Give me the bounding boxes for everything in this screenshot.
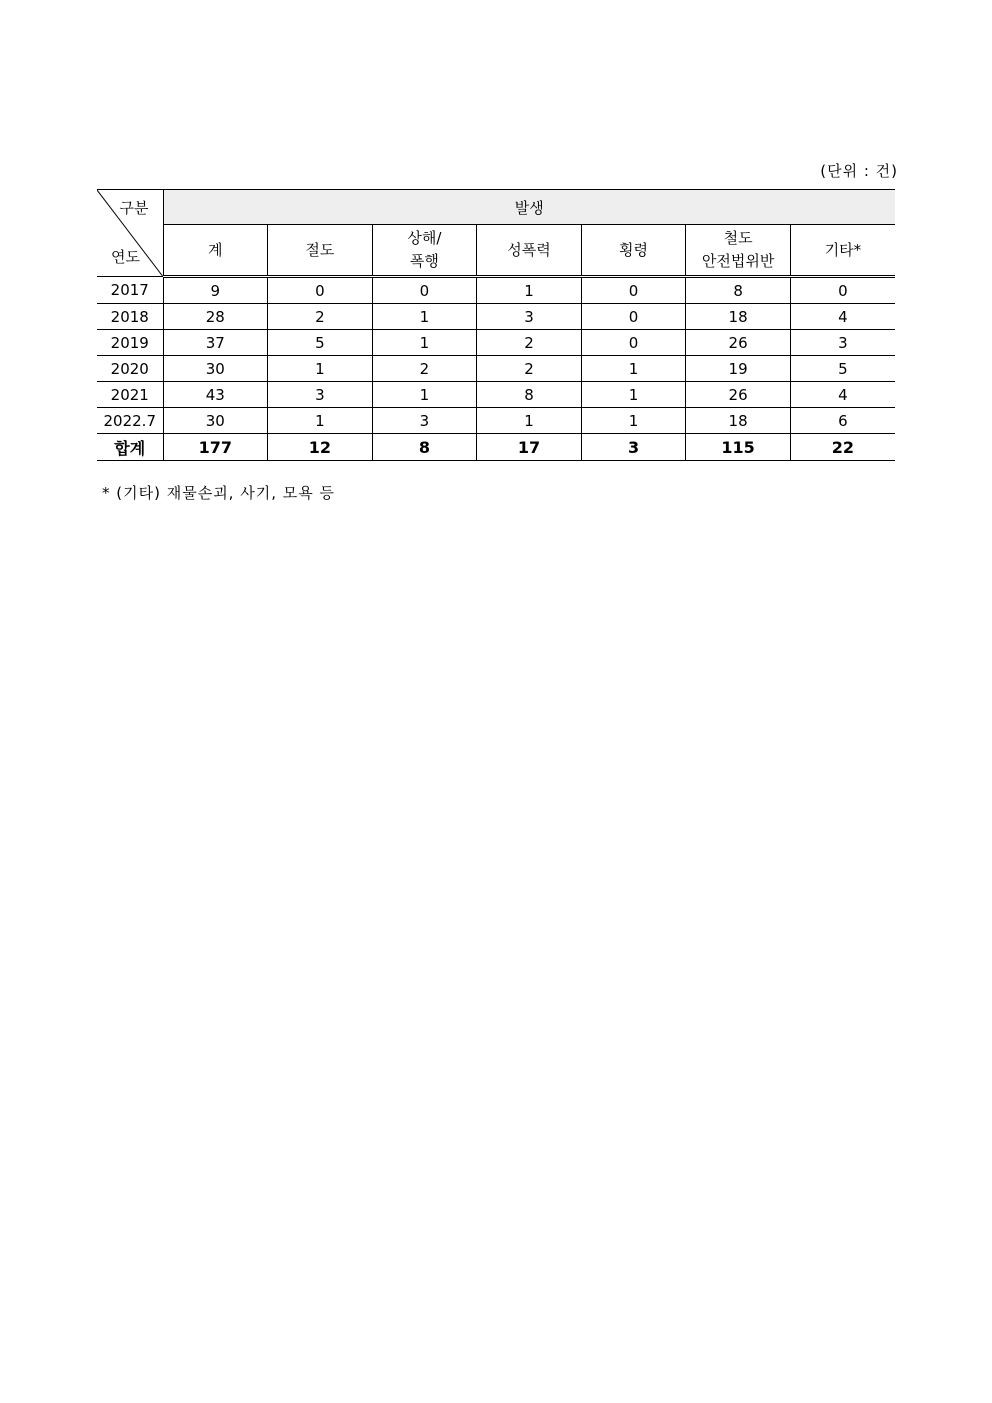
year-cell: 2022.7	[97, 408, 163, 434]
group-header: 발생	[163, 190, 895, 225]
value-cell: 5	[790, 356, 895, 382]
value-cell: 2	[372, 356, 477, 382]
year-cell: 2018	[97, 304, 163, 330]
value-cell: 3	[268, 382, 373, 408]
value-cell: 8	[686, 277, 791, 304]
value-cell: 3	[372, 408, 477, 434]
value-cell: 26	[686, 330, 791, 356]
corner-category-label: 구분	[119, 199, 149, 217]
footnote: * (기타) 재물손괴, 사기, 모욕 등	[102, 484, 335, 502]
value-cell: 0	[581, 277, 686, 304]
value-cell: 1	[372, 382, 477, 408]
column-header-railway-safety-text: 철도 안전법위반	[701, 229, 775, 270]
value-cell: 2	[477, 356, 582, 382]
value-cell: 1	[477, 408, 582, 434]
total-value-cell: 177	[163, 434, 268, 461]
value-cell: 43	[163, 382, 268, 408]
total-value-cell: 8	[372, 434, 477, 461]
table-row	[97, 304, 895, 330]
value-cell: 26	[686, 382, 791, 408]
value-cell: 2	[268, 304, 373, 330]
table-row	[97, 408, 895, 434]
total-value-cell: 115	[686, 434, 791, 461]
table-row	[97, 356, 895, 382]
table-body	[97, 277, 895, 461]
value-cell: 1	[477, 277, 582, 304]
value-cell: 1	[581, 356, 686, 382]
total-label: 합계	[97, 434, 163, 461]
value-cell: 8	[477, 382, 582, 408]
corner-header	[97, 190, 163, 277]
year-cell: 2020	[97, 356, 163, 382]
total-value-cell: 22	[790, 434, 895, 461]
value-cell: 3	[790, 330, 895, 356]
table-row	[97, 330, 895, 356]
total-row	[97, 434, 895, 461]
value-cell: 1	[581, 408, 686, 434]
value-cell: 1	[268, 408, 373, 434]
value-cell: 1	[372, 330, 477, 356]
unit-label: (단위 : 건)	[820, 162, 898, 180]
value-cell: 0	[790, 277, 895, 304]
table-row	[97, 382, 895, 408]
value-cell: 3	[477, 304, 582, 330]
value-cell: 1	[372, 304, 477, 330]
value-cell: 0	[581, 330, 686, 356]
value-cell: 19	[686, 356, 791, 382]
value-cell: 1	[581, 382, 686, 408]
value-cell: 0	[581, 304, 686, 330]
table-row	[97, 277, 895, 304]
total-value-cell: 17	[477, 434, 582, 461]
value-cell: 0	[372, 277, 477, 304]
value-cell: 0	[268, 277, 373, 304]
value-cell: 28	[163, 304, 268, 330]
column-header-sexual-violence: 성폭력	[477, 225, 582, 277]
column-header-assault-text: 상해/ 폭행	[407, 229, 442, 270]
value-cell: 18	[686, 408, 791, 434]
column-header-assault	[372, 225, 477, 277]
value-cell: 37	[163, 330, 268, 356]
column-header-total: 계	[163, 225, 268, 277]
total-value-cell: 12	[268, 434, 373, 461]
column-header-embezzlement: 횡령	[581, 225, 686, 277]
column-header-theft: 절도	[268, 225, 373, 277]
value-cell: 6	[790, 408, 895, 434]
value-cell: 18	[686, 304, 791, 330]
value-cell: 9	[163, 277, 268, 304]
year-cell: 2017	[97, 277, 163, 304]
year-cell: 2021	[97, 382, 163, 408]
value-cell: 5	[268, 330, 373, 356]
column-header-other: 기타*	[790, 225, 895, 277]
statistics-table	[97, 189, 895, 461]
value-cell: 2	[477, 330, 582, 356]
total-value-cell: 3	[581, 434, 686, 461]
column-header-railway-safety	[686, 225, 791, 277]
value-cell: 30	[163, 408, 268, 434]
value-cell: 4	[790, 382, 895, 408]
value-cell: 30	[163, 356, 268, 382]
value-cell: 4	[790, 304, 895, 330]
corner-year-label: 연도	[111, 248, 140, 266]
value-cell: 1	[268, 356, 373, 382]
year-cell: 2019	[97, 330, 163, 356]
